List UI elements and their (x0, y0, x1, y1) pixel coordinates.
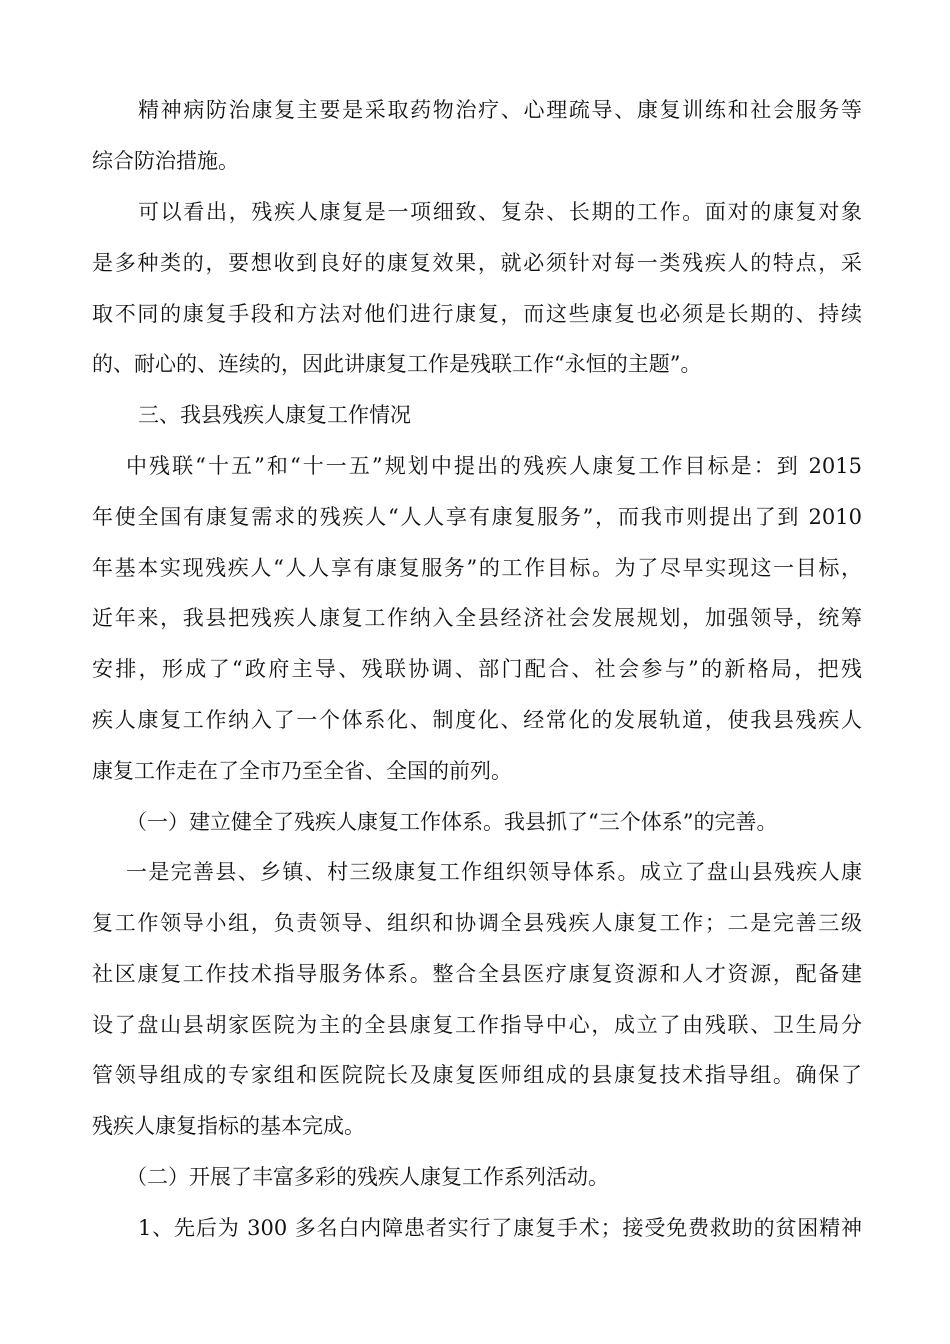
text-line: 设了盘山县胡家医院为主的全县康复工作指导中心，成立了由残联、卫生局分 (92, 1013, 862, 1037)
text-line: 安排，形成了“政府主导、残联协调、部门配合、社会参与”的新格局，把残 (92, 657, 862, 681)
text-line: 一是完善县、乡镇、村三级康复工作组织领导体系。成立了盘山县残疾人康 (126, 860, 862, 884)
text-line: 取不同的康复手段和方法对他们进行康复，而这些康复也必须是长期的、持续 (92, 302, 862, 326)
section-heading: 三、我县残疾人康复工作情况 (138, 403, 411, 427)
text-line: 中残联“十五”和“十一五”规划中提出的残疾人康复工作目标是：到 2015 (126, 454, 862, 478)
text-line: 残疾人康复指标的基本完成。 (92, 1114, 365, 1138)
text-line: 疾人康复工作纳入了一个体系化、制度化、经常化的发展轨道，使我县残疾人 (92, 708, 862, 732)
text-line: 可以看出，残疾人康复是一项细致、复杂、长期的工作。面对的康复对象 (138, 200, 862, 224)
subsection-heading: （二）开展了丰富多彩的残疾人康复工作系列活动。 (126, 1165, 609, 1189)
text-line: 社区康复工作技术指导服务体系。整合全县医疗康复资源和人才资源，配备建 (92, 962, 862, 986)
text-line: 年基本实现残疾人“人人享有康复服务”的工作目标。为了尽早实现这一目标， (92, 556, 862, 580)
text-line: 管领导组成的专家组和医院院长及康复医师组成的县康复技术指导组。确保了 (92, 1063, 862, 1087)
text-line: 是多种类的，要想收到良好的康复效果，就必须针对每一类残疾人的特点，采 (92, 251, 862, 275)
text-line: 精神病防治康复主要是采取药物治疗、心理疏导、康复训练和社会服务等 (138, 98, 862, 122)
text-line: 康复工作走在了全市乃至全省、全国的前列。 (92, 759, 512, 783)
text-line: 复工作领导小组，负责领导、组织和协调全县残疾人康复工作；二是完善三级 (92, 911, 862, 935)
text-line: 近年来，我县把残疾人康复工作纳入全县经济社会发展规划，加强领导，统筹 (92, 606, 862, 630)
text-line: 1、先后为 300 多名白内障患者实行了康复手术；接受免费救助的贫困精神 (138, 1216, 862, 1240)
text-line: 年使全国有康复需求的残疾人“人人享有康复服务”，而我市则提出了到 2010 (92, 505, 862, 529)
text-line: 综合防治措施。 (92, 149, 239, 173)
text-line: 的、耐心的、连续的，因此讲康复工作是残联工作“永恒的主题”。 (92, 352, 702, 376)
subsection-heading: （一）建立健全了残疾人康复工作体系。我县抓了“三个体系”的完善。 (126, 810, 778, 834)
